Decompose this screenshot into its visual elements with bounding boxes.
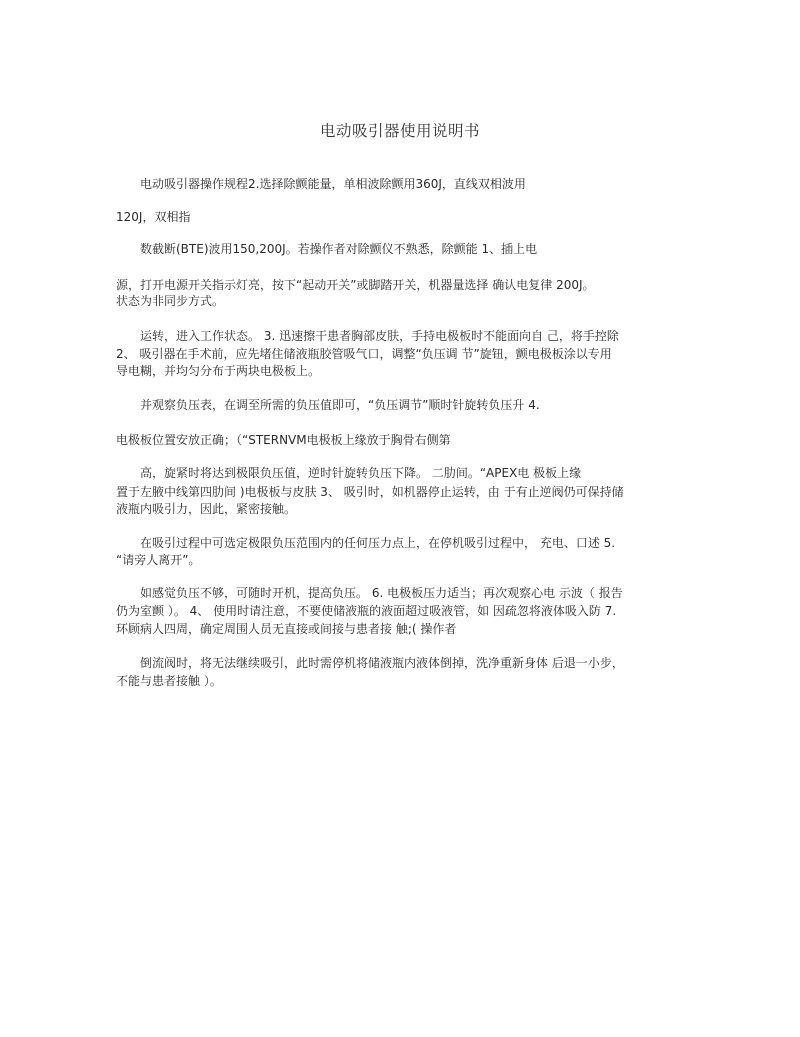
text-line: 导电糊，并均匀分布于两块电极板上。	[116, 364, 321, 378]
text-line: 120J，双相指	[116, 210, 191, 224]
text-line: 倒流阀时，将无法继续吸引，此时需停机将储液瓶内液体倒掉，洗净重新身体 后退一小步，	[140, 656, 624, 670]
text-line: 状态为非同步方式。	[116, 294, 225, 308]
page-title: 电动吸引器使用说明书	[319, 122, 480, 140]
text-line: 电极板位置安放正确；（“STERNVM电极板上缘放于胸骨右侧第	[116, 433, 451, 447]
text-line: 置于左腋中线第四肋间 )电极板与皮肤 3、 吸引时，如机器停止运转，由 于有止逆阀仍可保持储	[116, 485, 624, 499]
text-line: 液瓶内吸引力，因此，紧密接触。	[116, 502, 297, 516]
text-line: 电动吸引器操作规程2.选择除颤能量，单相波除颤用360J，直线双相波用	[140, 177, 526, 191]
text-line: 高，旋紧时将达到极限负压值，逆时针旋转负压下降。 二肋间。“APEX电 极板上缘	[140, 466, 582, 480]
text-line: 仍为室颤 ）。 4、 使用时请注意，不要使储液瓶的液面超过吸液管，如 因疏忽将液体吸入防 7.	[116, 604, 617, 618]
text-line: 如感觉负压不够，可随时开机，提高负压。 6. 电极板压力适当；再次观察心电 示波（ 报告	[140, 586, 623, 600]
text-line: 2、 吸引器在手术前，应先堵住储液瓶胶管吸气口，调整“负压调 节”旋钮，颤电极板涂以专用	[116, 347, 612, 361]
text-line: 并观察负压表，在调至所需的负压值即可，“负压调节”顺时针旋转负压升 4.	[140, 398, 540, 412]
text-line: “请旁人离开”。	[116, 553, 201, 567]
text-line: 数截断(BTE)波用150,200J。若操作者对除颤仪不熟悉，除颤能 1、插上电	[140, 242, 538, 256]
text-line: 源，打开电源开关指示灯亮，按下“起动开关”或脚踏开关，机器量选择 确认电复律 200J。	[116, 278, 595, 292]
text-line: 在吸引过程中可选定极限负压范围内的任何压力点上，在停机吸引过程中， 充电、口述 5.	[140, 536, 616, 550]
text-line: 运转，进入工作状态。 3. 迅速擦干患者胸部皮肤，手持电极板时不能面向自 己，将手控除	[140, 329, 619, 343]
text-line: 不能与患者接触 ）。	[116, 674, 222, 688]
text-line: 环顾病人四周，确定周围人员无直接或间接与患者接 触;( 操作者	[116, 622, 457, 636]
